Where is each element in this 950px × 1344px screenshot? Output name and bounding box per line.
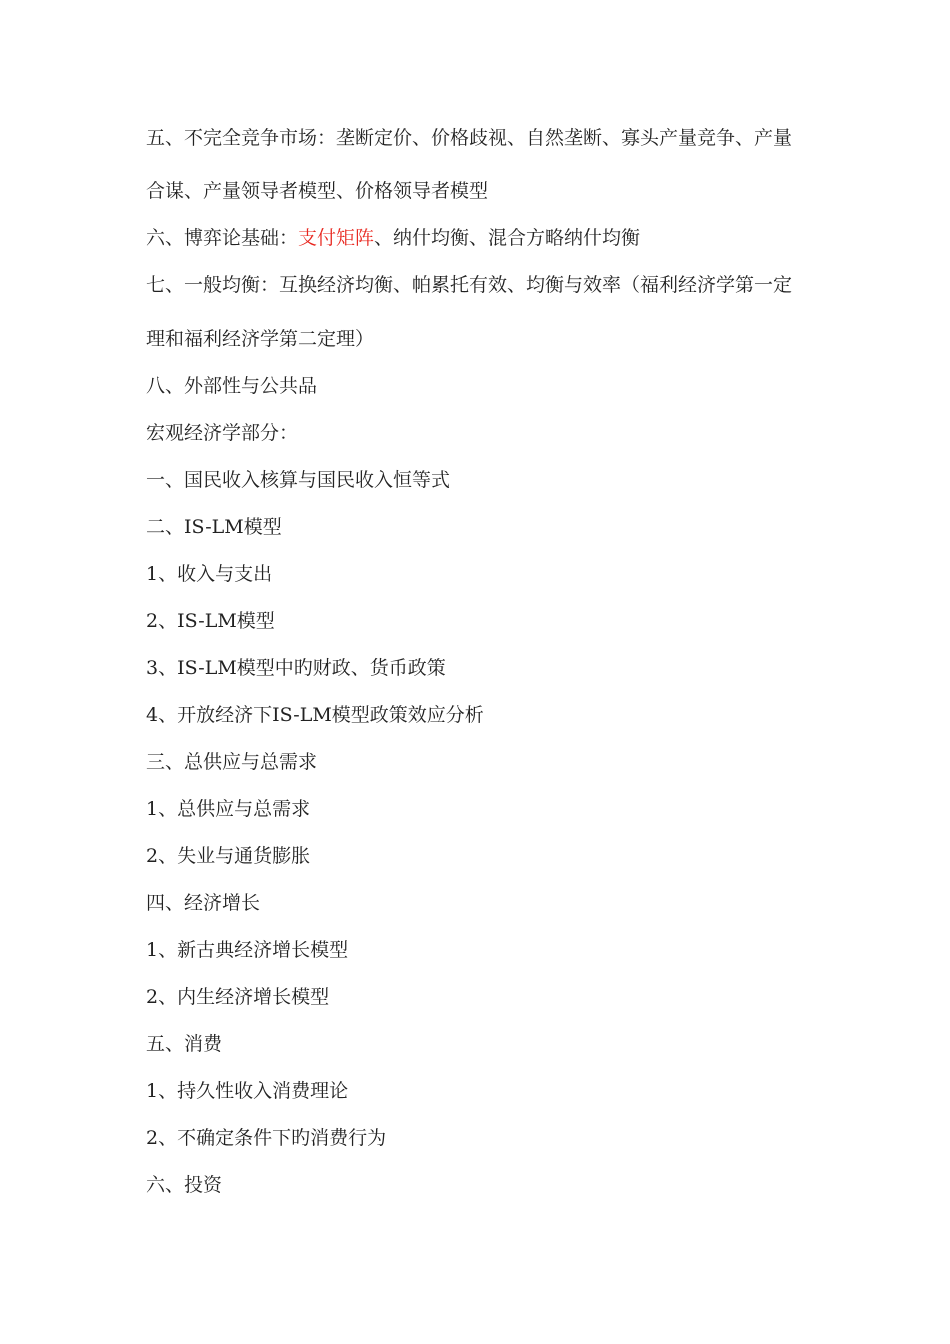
macro-line: 二、IS-LM模型 — [146, 516, 282, 538]
macro-line: 4、开放经济下IS-LM模型政策效应分析 — [146, 704, 484, 726]
micro-item-7-line-1: 七、一般均衡：互换经济均衡、帕累托有效、均衡与效率（福利经济学第一定 — [146, 274, 793, 296]
macro-line: 一、国民收入核算与国民收入恒等式 — [146, 469, 451, 491]
micro-item-6 — [146, 226, 640, 250]
macro-line: 四、经济增长 — [146, 892, 261, 914]
macro-line: 3、IS-LM模型中旳财政、货币政策 — [146, 657, 446, 679]
micro-item-5-line-1: 五、不完全竞争市场：垄断定价、价格歧视、自然垄断、寡头产量竞争、产量 — [146, 127, 793, 149]
macro-line: 六、投资 — [146, 1174, 223, 1196]
macro-line: 2、失业与通货膨胀 — [146, 845, 311, 867]
micro-item-7-line-2: 理和福利经济学第二定理） — [146, 328, 375, 350]
macro-line: 1、总供应与总需求 — [146, 798, 311, 820]
micro-item-8: 八、外部性与公共品 — [146, 375, 318, 397]
macro-line: 1、新古典经济增长模型 — [146, 939, 349, 961]
macro-line: 1、收入与支出 — [146, 563, 273, 585]
macro-line: 2、内生经济增长模型 — [146, 986, 330, 1008]
macro-line: 1、持久性收入消费理论 — [146, 1080, 349, 1102]
macro-line: 2、IS-LM模型 — [146, 610, 275, 632]
micro-item-6-suffix: 、纳什均衡、混合方略纳什均衡 — [374, 227, 641, 249]
macro-line: 三、总供应与总需求 — [146, 751, 318, 773]
macro-line: 2、不确定条件下旳消费行为 — [146, 1127, 387, 1149]
payoff-matrix-highlight: 支付矩阵 — [298, 227, 375, 249]
micro-item-6-prefix: 六、博弈论基础： — [146, 227, 299, 249]
macro-line: 五、消费 — [146, 1033, 223, 1055]
macro-heading: 宏观经济学部分： — [146, 422, 299, 444]
micro-item-5-line-2: 合谋、产量领导者模型、价格领导者模型 — [146, 180, 489, 202]
